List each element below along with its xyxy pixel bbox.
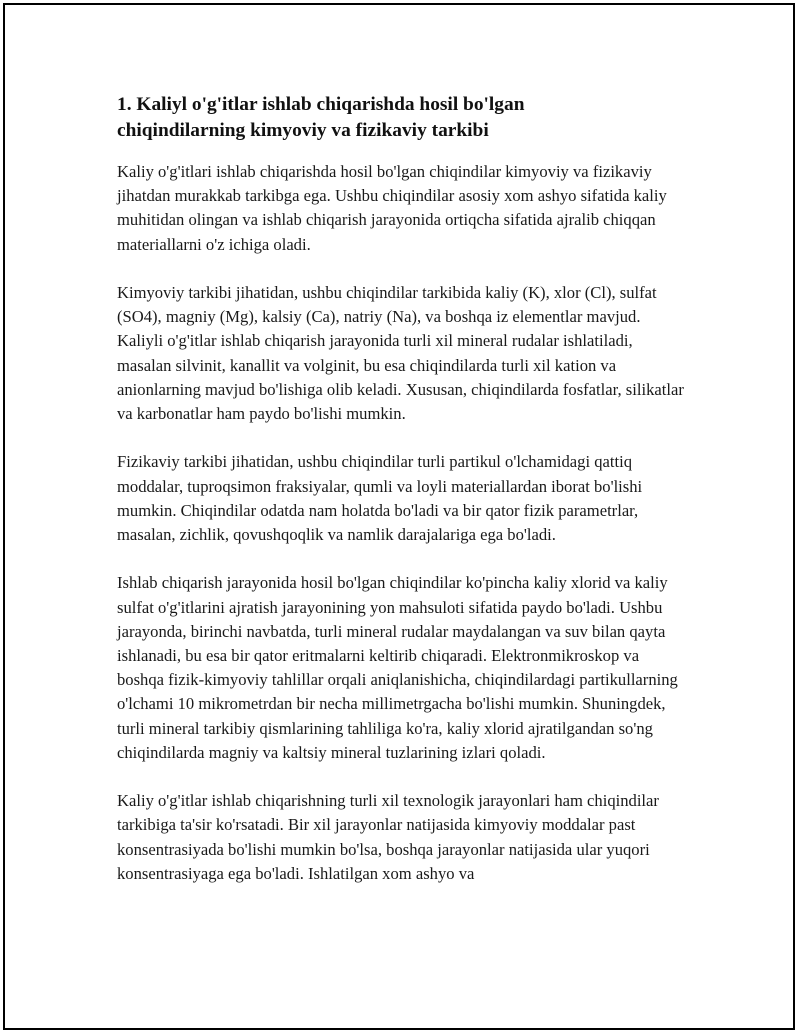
paragraph-4: Ishlab chiqarish jarayonida hosil bo'lgan chiqindilar ko'pincha kaliy xlorid va kaliy sulfat o'g'itlarini ajratish jarayonining yon mahsuloti sifatida paydo bo'ladi. Ushbu jarayonda, birinchi navbatda, turli mineral rudalar maydalangan va suv bilan qayta ishlanadi, bu esa bir qator eritmalarni keltirib chiqaradi. Elektronmikroskop va boshqa fizik-kimyoviy tahlillar orqali aniqlanishicha, chiqindilardagi partikullarning o'lchami 10 mikrometrdan bir necha millimetrgacha bo'lishi mumkin. Shuningdek, turli mineral tarkibiy qismlarining tahliliga ko'ra, kaliy xlorid ajratilgandan so'ng chiqindilarda magniy va kaltsiy mineral tuzlarining izlari qoladi. <box>117 573 678 762</box>
paragraph-5: Kaliy o'g'itlar ishlab chiqarishning turli xil texnologik jarayonlari ham chiqindilar tarkibiga ta'sir ko'rsatadi. Bir xil jarayonlar natijasida kimyoviy moddalar past konsentrasiyada bo'lishi mumkin bo'lsa, boshqa jarayonlar natijasida ular yuqori konsentrasiyaga ega bo'ladi. Ishlatilgan xom ashyo va <box>117 791 659 883</box>
heading-line-2: chiqindilarning kimyoviy va fizikaviy tarkibi <box>117 120 489 141</box>
document-body <box>117 92 687 910</box>
paragraph-3: Fizikaviy tarkibi jihatidan, ushbu chiqindilar turli partikul o'lchamidagi qattiq moddalar, tuproqsimon fraksiyalar, qumli va loyli materiallardan iborat bo'lishi mumkin. Chiqindilar odatda nam holatda bo'ladi va bir qator fizik parametrlar, masalan, zichlik, qovushqoqlik va namlik darajalariga ega bo'ladi. <box>117 452 643 545</box>
paragraph-2: Kimyoviy tarkibi jihatidan, ushbu chiqindilar tarkibida kaliy (K), xlor (Cl), sulfat (SO4), magniy (Mg), kalsiy (Ca), natriy (Na), va boshqa iz elementlar mavjud. Kaliyli o'g'itlar ishlab chiqarish jarayonida turli xil mineral rudalar ishlatiladi, masalan silvinit, kanallit va volginit, bu esa chiqindilarda turli xil kation va anionlarning mavjud bo'lishiga olib keladi. Xususan, chiqindilarda fosfatlar, silikatlar va karbonatlar ham paydo bo'lishi mumkin. <box>117 283 684 424</box>
paragraph-1: Kaliy o'g'itlari ishlab chiqarishda hosil bo'lgan chiqindilar kimyoviy va fizikaviy jihatdan murakkab tarkibga ega. Ushbu chiqindilar asosiy xom ashyo sifatida kaliy muhitidan olingan va ishlab chiqarish jarayonida ortiqcha sifatida ajralib chiqqan materiallarni o'z ichiga oladi. <box>117 162 667 254</box>
heading-line-1: 1. Kaliyl o'g'itlar ishlab chiqarishda hosil bo'lgan <box>117 94 525 115</box>
section-heading <box>117 92 687 144</box>
